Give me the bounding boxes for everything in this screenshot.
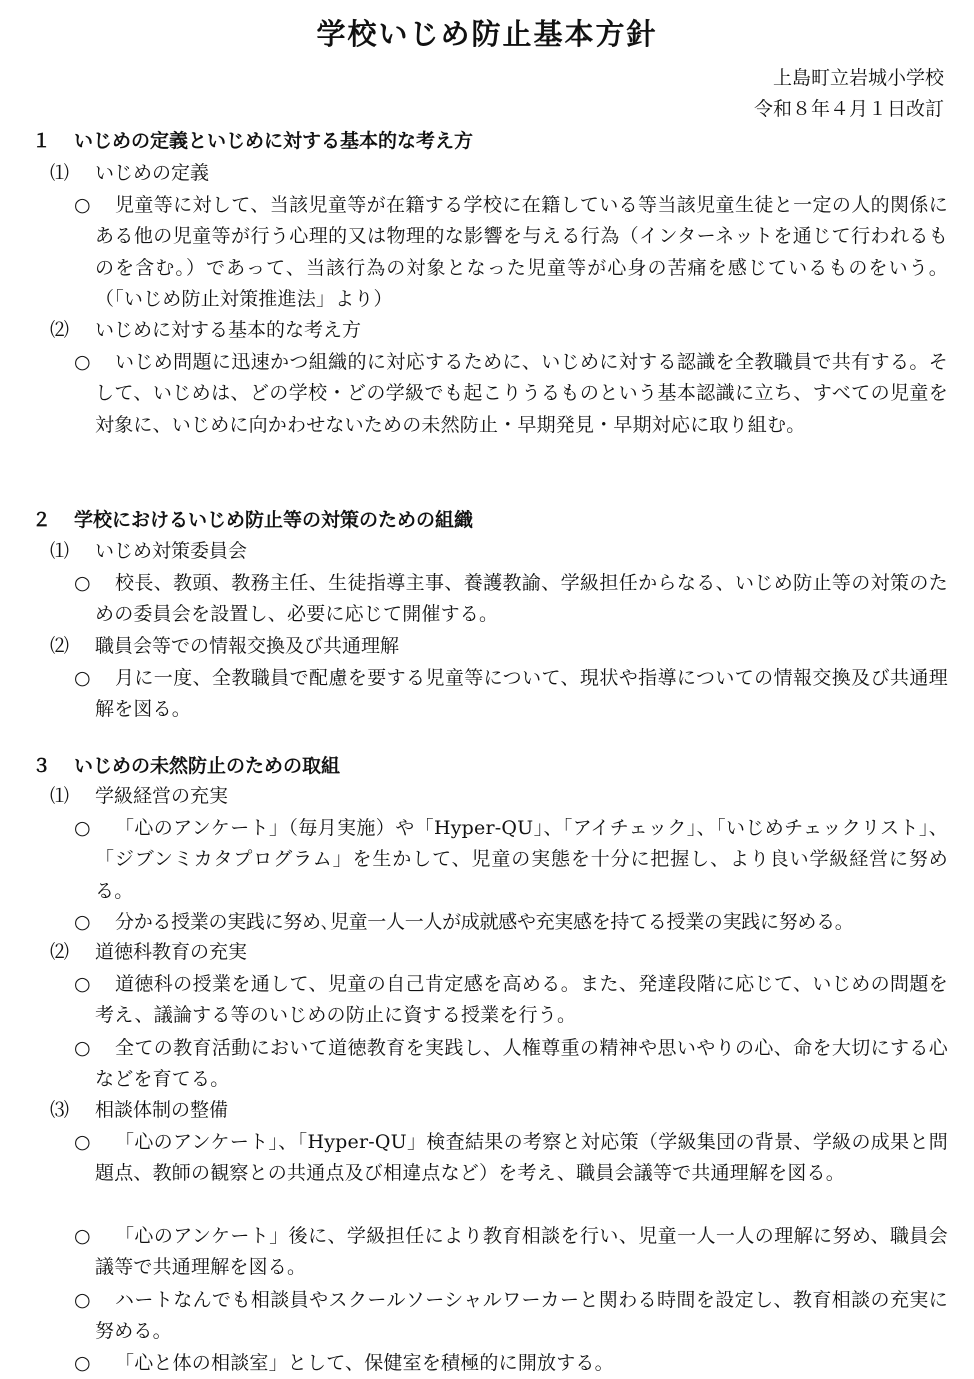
- subsection-number: ⑶: [50, 1099, 70, 1121]
- subsection-title: 道徳科教育の充実: [95, 941, 248, 963]
- list-item: [74, 1285, 948, 1348]
- bullet-icon: ○: [74, 667, 91, 689]
- bullet-icon: ○: [74, 1131, 91, 1153]
- bullet-icon: ○: [74, 351, 91, 373]
- bullet-icon: ○: [74, 911, 91, 933]
- list-item: [74, 568, 948, 631]
- bullet-icon: ○: [74, 817, 91, 839]
- list-item: [74, 347, 948, 441]
- subsection-title: いじめ対策委員会: [95, 540, 248, 562]
- subsection-title: 相談体制の整備: [95, 1099, 229, 1121]
- section-number: ３: [32, 755, 52, 777]
- item-text: 「心と体の相談室」として、保健室を積極的に開放する。: [115, 1352, 614, 1374]
- list-item: [74, 1033, 948, 1096]
- subsection-number: ⑴: [50, 162, 70, 184]
- page-title: 学校いじめ防止基本方針: [316, 17, 658, 51]
- section-number: １: [32, 130, 52, 152]
- bullet-icon: ○: [74, 194, 91, 216]
- list-item: [74, 1221, 948, 1284]
- subsection-heading: [50, 938, 247, 966]
- list-item: [74, 1127, 948, 1190]
- subsection-heading: [50, 1096, 228, 1124]
- item-text: 分かる授業の実践に努め､児童一人一人が成就感や充実感を持てる授業の実践に努める。: [115, 911, 854, 933]
- subsection-number: ⑵: [50, 635, 70, 657]
- section-heading: [32, 752, 340, 780]
- subsection-heading: [50, 537, 247, 565]
- bullet-icon: ○: [74, 1352, 91, 1374]
- item-text: 校長、教頭、教務主任、生徒指導主事、養護教諭、学級担任からなる、いじめ防止等の対策のための委員会を設置し、必要に応じて開催する。: [95, 572, 948, 626]
- subsection-number: ⑵: [50, 319, 70, 341]
- bullet-icon: ○: [74, 1037, 91, 1059]
- section-title: いじめの定義といじめに対する基本的な考え方: [74, 130, 474, 152]
- item-text: ハートなんでも相談員やスクールソーシャルワーカーと関わる時間を設定し、教育相談の充実に努める。: [95, 1289, 948, 1343]
- bullet-icon: ○: [74, 973, 91, 995]
- subsection-heading: [50, 782, 228, 810]
- subsection-heading: [50, 159, 209, 187]
- subsection-number: ⑴: [50, 540, 70, 562]
- section-title: いじめの未然防止のための取組: [74, 755, 341, 777]
- school-name: 上島町立岩城小学校: [772, 67, 944, 89]
- item-text: 「心のアンケート」、「Hyper-QU」検査結果の考察と対応策（学級集団の背景、学級の成果と問題点、教師の観察との共通点及び相違点など）を考え、職員会議等で共通理解を図る。: [95, 1131, 948, 1185]
- subsection-title: いじめの定義: [95, 162, 210, 184]
- item-text: 児童等に対して、当該児童等が在籍する学校に在籍している等当該児童生徒と一定の人的関係にある他の児童等が行う心理的又は物理的な影響を与える行為（インターネットを通じて行われるものを含む。）であって、当該行為の対象となった児童等が心身の苦痛を感じているものをいう。（「いじめ防止対策推進法」より）: [95, 194, 948, 310]
- list-item: [74, 969, 948, 1032]
- section-number: ２: [32, 509, 52, 531]
- section-heading: [32, 127, 473, 155]
- bullet-icon: ○: [74, 1225, 91, 1247]
- item-text: 「心のアンケート」後に、学級担任により教育相談を行い、児童一人一人の理解に努め、職員会議等で共通理解を図る。: [95, 1225, 948, 1279]
- item-text: 道徳科の授業を通して、児童の自己肯定感を高める。また、発達段階に応じて、いじめの問題を考え、議論する等のいじめの防止に資する授業を行う。: [95, 973, 948, 1027]
- item-text: 全ての教育活動において道徳教育を実践し、人権尊重の精神や思いやりの心、命を大切にする心などを育てる。: [95, 1037, 948, 1091]
- section-title: 学校におけるいじめ防止等の対策のための組織: [74, 509, 474, 531]
- item-text: いじめ問題に迅速かつ組織的に対応するために、いじめに対する認識を全教職員で共有する。そして、いじめは、どの学校・どの学級でも起こりうるものという基本認識に立ち、すべての児童を対象に、いじめに向かわせないための未然防止・早期発見・早期対応に取り組む。: [95, 351, 948, 436]
- list-item: [74, 907, 948, 938]
- subsection-number: ⑵: [50, 941, 70, 963]
- subsection-title: 職員会等での情報交換及び共通理解: [95, 635, 400, 657]
- bullet-icon: ○: [74, 572, 91, 594]
- section-heading: [32, 506, 473, 534]
- item-text: 「心のアンケート」（毎月実施）や「Hyper-QU」、「アイチェック」、「いじめチェックリスト」、「ジブンミカタプログラム」を生かして、児童の実態を十分に把握し、より良い学級経営に努める。: [95, 817, 948, 902]
- subsection-heading: [50, 316, 361, 344]
- revision-date: 令和８年４月１日改訂: [753, 98, 944, 120]
- subsection-title: 学級経営の充実: [95, 785, 229, 807]
- subsection-number: ⑴: [50, 785, 70, 807]
- bullet-icon: ○: [74, 1289, 91, 1311]
- list-item: [74, 190, 948, 315]
- item-text: 月に一度、全教職員で配慮を要する児童等について、現状や指導についての情報交換及び共通理解を図る。: [95, 667, 948, 721]
- list-item: [74, 813, 948, 907]
- list-item: [74, 1348, 948, 1379]
- list-item: [74, 663, 948, 726]
- subsection-heading: [50, 632, 399, 660]
- subsection-title: いじめに対する基本的な考え方: [95, 319, 362, 341]
